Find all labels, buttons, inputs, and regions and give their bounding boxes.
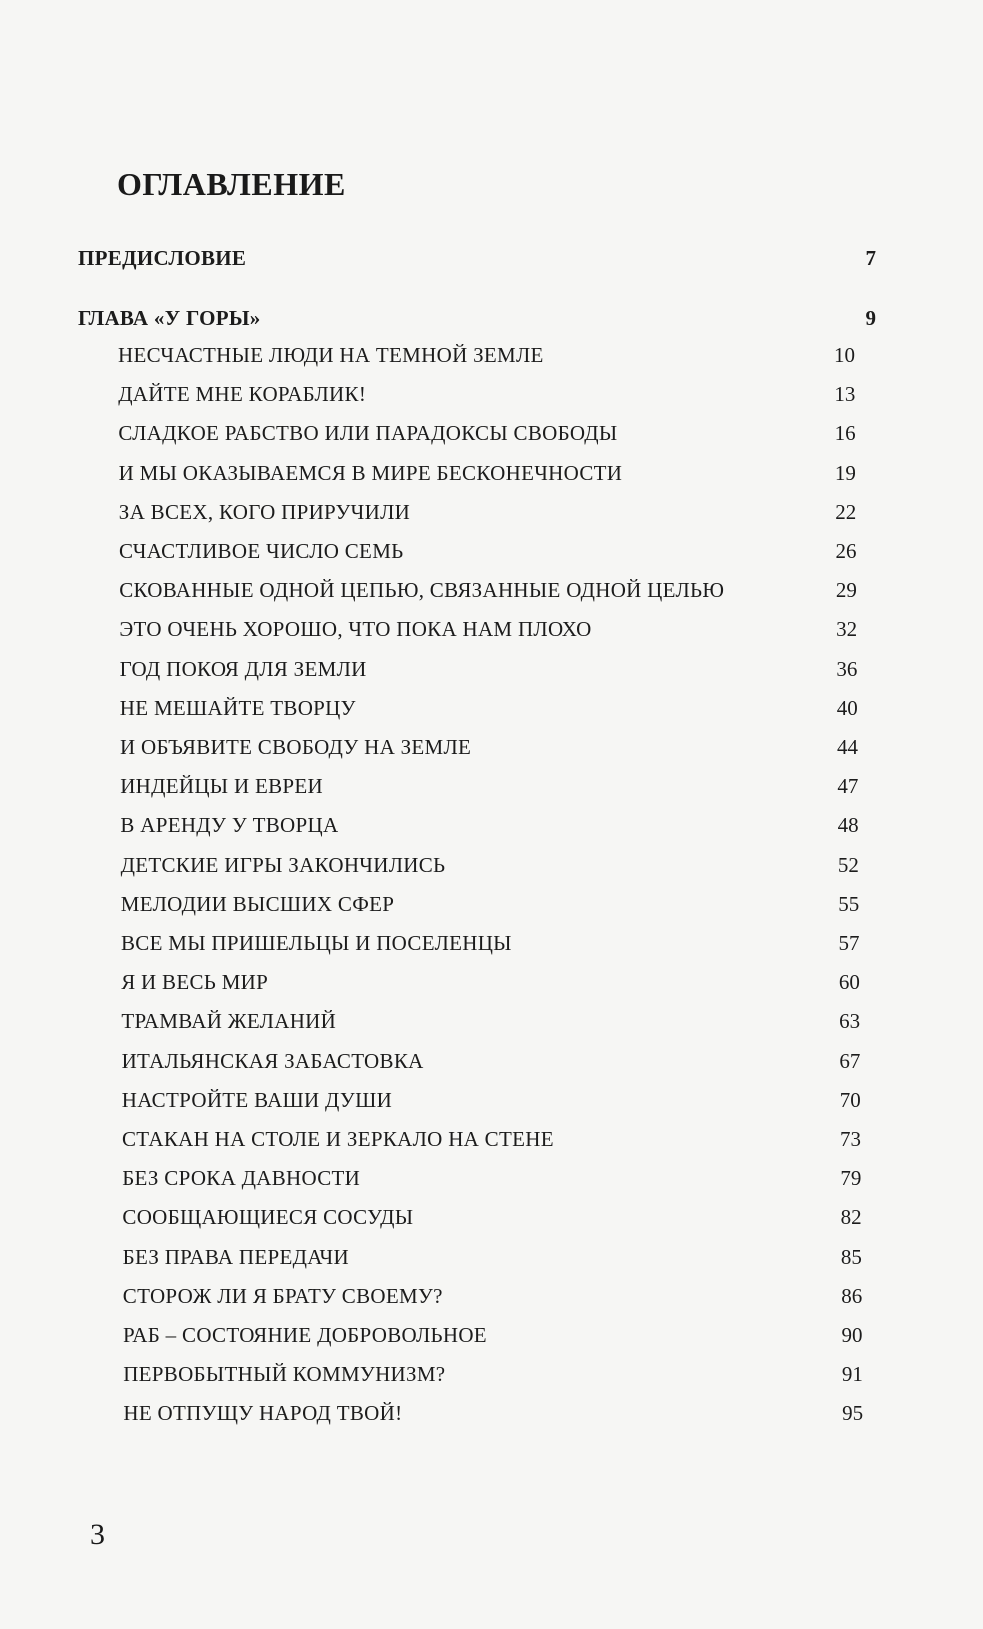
toc-item-page: 36	[836, 656, 858, 681]
toc-item-title: СТОРОЖ ЛИ Я БРАТУ СВОЕМУ?	[122, 1283, 443, 1308]
toc-item-title: Я И ВЕСЬ МИР	[121, 970, 269, 995]
toc-item-title: ПРЕДИСЛОВИЕ	[78, 246, 247, 270]
toc-item	[0, 892, 983, 922]
toc-item-page: 85	[840, 1244, 862, 1269]
toc-item-page: 79	[840, 1166, 862, 1191]
toc-item-page: 44	[837, 735, 858, 759]
toc-item-page: 16	[834, 421, 856, 446]
toc-item-page: 32	[836, 617, 858, 642]
toc-item	[0, 1049, 983, 1079]
toc-item-page: 10	[834, 343, 855, 367]
toc-item-page: 13	[834, 382, 856, 407]
toc-item-page: 86	[841, 1283, 863, 1308]
toc-item	[0, 853, 983, 883]
toc-item-title: СЛАДКОЕ РАБСТВО ИЛИ ПАРАДОКСЫ СВОБОДЫ	[118, 421, 618, 446]
toc-item-page: 7	[865, 246, 876, 270]
toc-item-page: 40	[836, 695, 858, 720]
toc-item-page: 55	[838, 891, 860, 916]
toc-item	[0, 461, 983, 491]
toc-item-page: 52	[837, 852, 859, 877]
toc-item-title: ДЕТСКИЕ ИГРЫ ЗАКОНЧИЛИСЬ	[120, 852, 446, 877]
toc-section	[0, 246, 983, 276]
toc-item-page: 22	[835, 499, 857, 524]
toc-item-page: 57	[838, 931, 860, 955]
toc-item	[0, 617, 983, 647]
toc-item-title: ВСЕ МЫ ПРИШЕЛЬЦЫ И ПОСЕЛЕНЦЫ	[121, 931, 512, 955]
toc-item-page: 29	[835, 578, 857, 603]
toc-item	[0, 1009, 983, 1039]
toc-item-page: 95	[842, 1401, 864, 1426]
page-number-footer: 3	[90, 1518, 105, 1551]
toc-item	[0, 1323, 983, 1353]
toc-item	[0, 1362, 983, 1392]
toc-item-title: НАСТРОЙТЕ ВАШИ ДУШИ	[121, 1087, 393, 1112]
toc-item-page: 26	[835, 539, 857, 563]
toc-item-page: 9	[865, 306, 876, 330]
toc-item	[0, 657, 983, 687]
toc-item-title: НЕСЧАСТНЫЕ ЛЮДИ НА ТЕМНОЙ ЗЕМЛЕ	[118, 343, 544, 367]
toc-item-title: ПЕРВОБЫТНЫЙ КОММУНИЗМ?	[123, 1362, 446, 1387]
toc-item-title: ГОД ПОКОЯ ДЛЯ ЗЕМЛИ	[119, 656, 367, 681]
toc-item	[0, 500, 983, 530]
toc-item	[0, 1127, 983, 1157]
toc-item	[0, 813, 983, 843]
toc-item-title: ДАЙТЕ МНЕ КОРАБЛИК!	[118, 382, 367, 407]
toc-item-page: 82	[840, 1205, 862, 1230]
toc-item	[0, 735, 983, 765]
toc-item	[0, 343, 983, 373]
toc-item	[0, 1205, 983, 1235]
toc-item	[0, 578, 983, 608]
toc-item-title: НЕ ОТПУЩУ НАРОД ТВОЙ!	[123, 1401, 403, 1426]
toc-item-page: 91	[841, 1362, 863, 1387]
toc-item-title: В АРЕНДУ У ТВОРЦА	[120, 813, 339, 838]
toc-item	[0, 1088, 983, 1118]
toc-item	[0, 931, 983, 961]
toc-item-title: ЭТО ОЧЕНЬ ХОРОШО, ЧТО ПОКА НАМ ПЛОХО	[119, 617, 592, 642]
toc-item-page: 70	[839, 1087, 861, 1112]
toc-item-title: БЕЗ СРОКА ДАВНОСТИ	[122, 1166, 361, 1191]
toc-section	[0, 306, 983, 336]
toc-item-title: И ОБЪЯВИТЕ СВОБОДУ НА ЗЕМЛЕ	[120, 735, 472, 759]
toc-item-page: 60	[838, 970, 860, 995]
toc-item-page: 48	[837, 813, 859, 838]
toc-item-title: И МЫ ОКАЗЫВАЕМСЯ В МИРЕ БЕСКОНЕЧНОСТИ	[118, 460, 623, 485]
page-title: ОГЛАВЛЕНИЕ	[117, 166, 346, 202]
toc-item-title: ТРАМВАЙ ЖЕЛАНИЙ	[121, 1009, 337, 1034]
toc-item-title: БЕЗ ПРАВА ПЕРЕДАЧИ	[122, 1244, 349, 1269]
toc-item	[0, 696, 983, 726]
toc-item-title: СООБЩАЮЩИЕСЯ СОСУДЫ	[122, 1205, 414, 1230]
toc-item-page: 63	[839, 1009, 861, 1034]
toc-item-title: ИТАЛЬЯНСКАЯ ЗАБАСТОВКА	[121, 1048, 424, 1073]
toc-item-page: 67	[839, 1048, 861, 1073]
toc-item-title: СТАКАН НА СТОЛЕ И ЗЕРКАЛО НА СТЕНЕ	[122, 1127, 554, 1151]
toc-item	[0, 970, 983, 1000]
toc-item	[0, 539, 983, 569]
toc-item-title: СКОВАННЫЕ ОДНОЙ ЦЕПЬЮ, СВЯЗАННЫЕ ОДНОЙ ЦЕЛЬЮ	[119, 578, 725, 603]
toc-item-title: НЕ МЕШАЙТЕ ТВОРЦУ	[119, 695, 356, 720]
toc-item-page: 47	[837, 774, 859, 799]
toc-item	[0, 421, 983, 451]
toc-item-title: ЗА ВСЕХ, КОГО ПРИРУЧИЛИ	[118, 499, 411, 524]
toc-item-page: 73	[840, 1127, 861, 1151]
toc-item	[0, 1401, 983, 1431]
toc-item-title: МЕЛОДИИ ВЫСШИХ СФЕР	[120, 891, 395, 916]
toc-item	[0, 382, 983, 412]
toc-item	[0, 774, 983, 804]
toc-item-title: ГЛАВА «У ГОРЫ»	[78, 306, 261, 330]
toc-item-page: 19	[834, 460, 856, 485]
toc-item-title: СЧАСТЛИВОЕ ЧИСЛО СЕМЬ	[119, 539, 404, 563]
toc-item-page: 90	[841, 1323, 863, 1347]
toc-item-title: ИНДЕЙЦЫ И ЕВРЕИ	[120, 774, 323, 799]
toc-item	[0, 1284, 983, 1314]
toc-item-title: РАБ – СОСТОЯНИЕ ДОБРОВОЛЬНОЕ	[123, 1323, 487, 1347]
toc-item	[0, 1245, 983, 1275]
toc-item	[0, 1166, 983, 1196]
